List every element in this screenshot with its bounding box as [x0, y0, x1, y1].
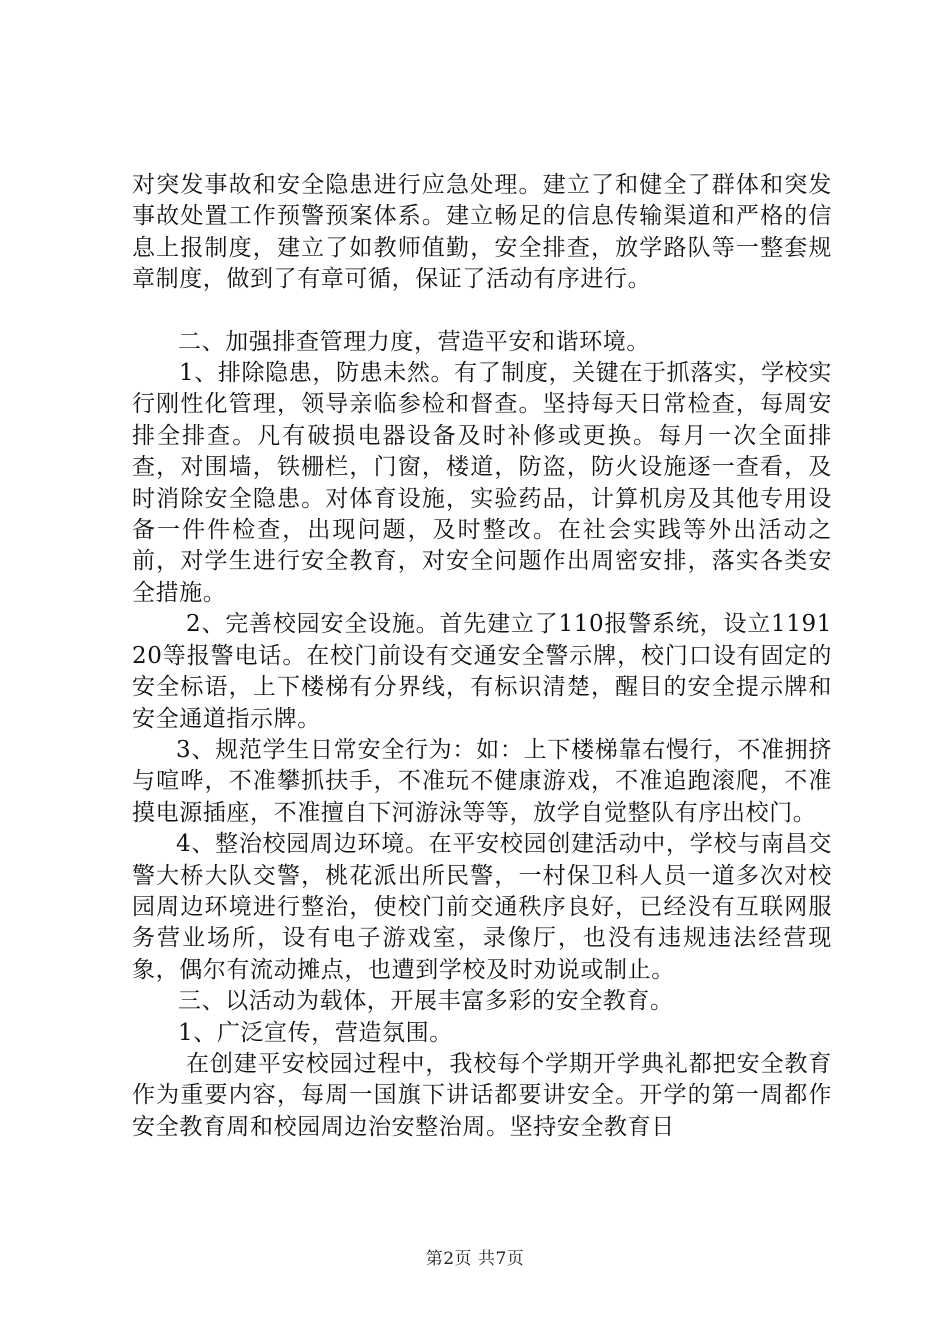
section-heading-3: 三、以活动为载体，开展丰富多彩的安全教育。 [178, 988, 674, 1015]
document-body [132, 170, 832, 1143]
subheading-publicity: 1、广泛宣传，营造氛围。 [178, 1019, 453, 1046]
paragraph-emergency-handling: 对突发事故和安全隐患进行应急处理。建立了和健全了群体和突发事故处置工作预警预案体系。建立畅足的信息传输渠道和严格的信息上报制度，建立了如教师值勤，安全排查，放学路队等一整套规章制度，做到了有章可循，保证了活动有序进行。 [132, 172, 832, 293]
page-footer: 第2页 共7页 [425, 1249, 525, 1269]
paragraph-hazard-removal: 1、排除隐患，防患未然。有了制度，关键在于抓落实，学校实行刚性化管理，领导亲临参检和督查。坚持每天日常检查，每周安排全排查。凡有破损电器设备及时补修或更换。每月一次全面排查，对围墙，铁栅栏，门窗，楼道，防盗，防火设施逐一查看，及时消除安全隐患。对体育设施，实验药品，计算机房及其他专用设备一件件检查，出现问题，及时整改。在社会实践等外出活动之前，对学生进行安全教育，对安全问题作出周密安排，落实各类安全措施。 [132, 360, 832, 606]
section-heading-2: 二、加强排查管理力度，营造平安和谐环境。 [178, 328, 650, 355]
paragraph-safety-facilities: 2、完善校园安全设施。首先建立了110报警系统，设立119120等报警电话。在校门前设有交通安全警示牌，校门口设有固定的安全标语，上下楼梯有分界线，有标识清楚，醒目的安全提示牌和安全通道指示牌。 [132, 611, 832, 732]
paragraph-student-behavior: 3、规范学生日常安全行为：如：上下楼梯靠右慢行，不准拥挤与喧哗，不准攀抓扶手，不准玩不健康游戏，不准追跑滚爬，不准摸电源插座，不准擅自下河游泳等等，放学自觉整队有序出校门。 [132, 736, 832, 826]
paragraph-safety-education: 在创建平安校园过程中，我校每个学期开学典礼都把安全教育作为重要内容，每周一国旗下讲话都要讲安全。开学的第一周都作安全教育周和校园周边治安整治周。坚持安全教育日 [132, 1050, 832, 1140]
paragraph-campus-surroundings: 4、整治校园周边环境。在平安校园创建活动中，学校与南昌交警大桥大队交警，桃花派出所民警，一村保卫科人员一道多次对校园周边环境进行整治，使校门前交通秩序良好，已经没有互联网服务营业场所，设有电子游戏室，录像厅，也没有违规违法经营现象，偶尔有流动摊点，也遭到学校及时劝说或制止。 [132, 831, 832, 983]
